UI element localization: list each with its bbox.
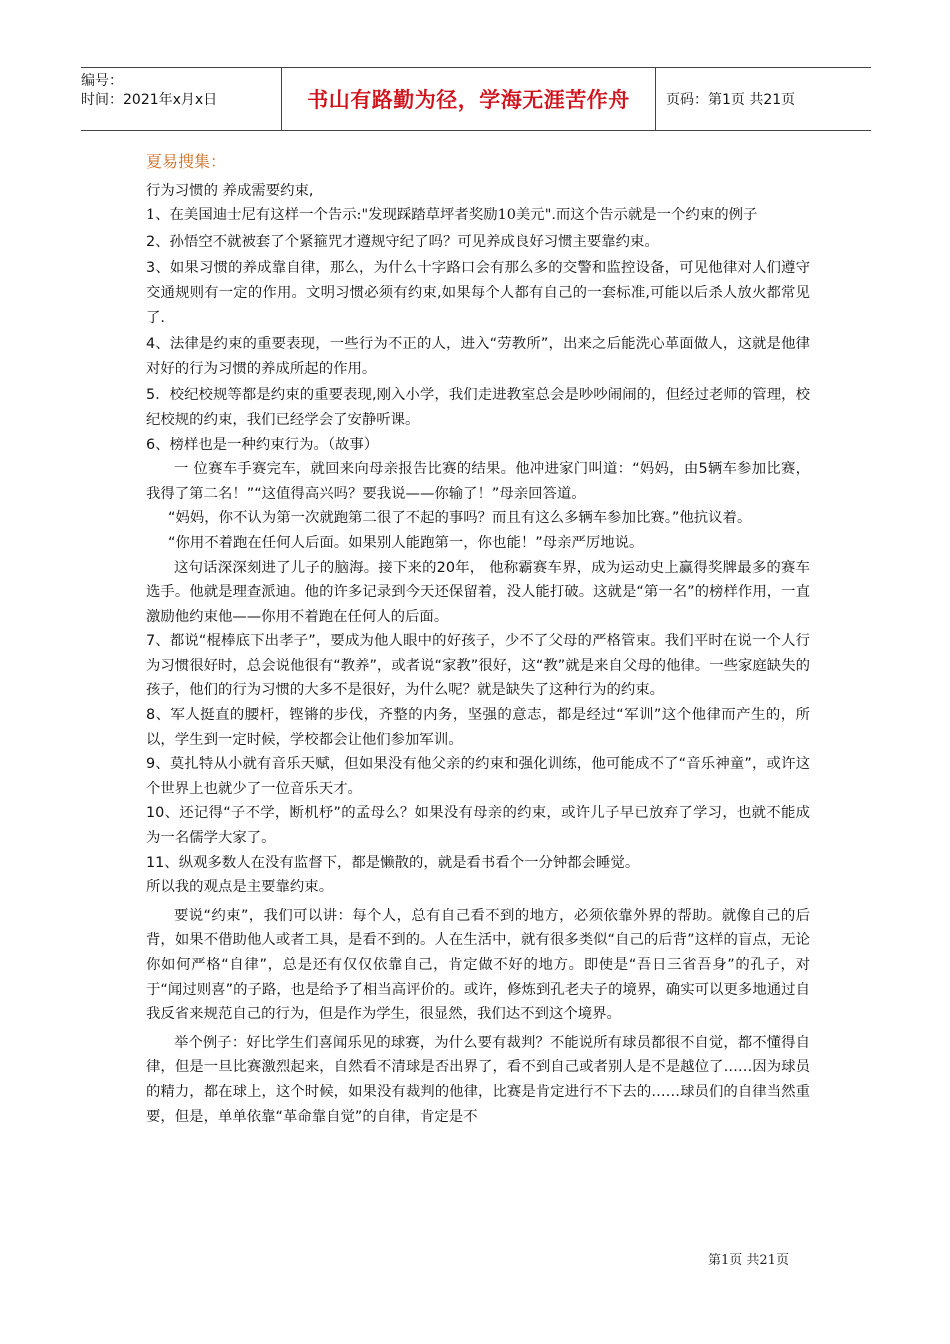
paragraph-point-9: 9、莫扎特从小就有音乐天赋，但如果没有他父亲的约束和强化训练，他可能成不了“音乐神童”，或许这个世界上也就少了一位音乐天才。 [146,756,810,797]
paragraph-point-11: 11、纵观多数人在没有监督下，都是懒散的，就是看书看个一分钟都会睡觉。 [146,854,640,871]
page-header [81,67,871,131]
document-number-label: 编号： [81,73,123,89]
document-date-label: 时间：2021年x月x日 [81,92,218,108]
document-title: 夏易搜集： [146,152,227,171]
paragraph-story-1: 一 位赛车手赛完车，就回来向母亲报告比赛的结果。他冲进家门叫道：“妈妈，由5辆车参加比赛，我得了第二名！”“这值得高兴吗？要我说——你输了！”母亲回答道。 [146,461,810,502]
paragraph-point-10: 10、还记得“子不学，断机杼”的孟母么？如果没有母亲的约束，或许儿子早已放弃了学习，也就不能成为一名儒学大家了。 [146,805,810,847]
paragraph-story-2: “妈妈，你不认为第一次就跑第二很了不起的事吗？而且有这么多辆车参加比赛。”他抗议着。 [168,510,752,527]
header-page-number: 页码：第1页 共21页 [666,92,796,108]
header-meta [81,68,282,130]
paragraph-argument-2: 举个例子：好比学生们喜闻乐见的球赛，为什么要有裁判？不能说所有球员都很不自觉，都不懂得自律，但是一旦比赛激烈起来，自然看不清球是否出界了，看不到自己或者别人是不是越位了……因为球员的精力，都在球上，这个时候，如果没有裁判的他律，比赛是肯定进行不下去的……球员们的自律当然重要，但是，单单依靠“革命靠自觉”的自律，肯定是不 [146,1034,810,1125]
page-footer: 第1页 共21页 [708,1253,789,1268]
paragraph-story-4: 这句话深深刻进了儿子的脑海。接下来的20年， 他称霸赛车界，成为运动史上赢得奖牌最多的赛车选手。他就是理查派迪。他的许多记录到今天还保留着，没人能打破。这就是“第一名”的榜样作用，一直激励他约束他——你用不着跑在任何人的后面。 [146,559,810,625]
paragraph-point-2: 2、孙悟空不就被套了个紧箍咒才遵规守纪了吗？可见养成良好习惯主要靠约束。 [146,233,659,250]
paragraph-point-8: 8、军人挺直的腰杆，铿锵的步伐，齐整的内务，坚强的意志，都是经过“军训”这个他律而产生的，所以，学生到一定时候，学校都会让他们参加军训。 [146,707,810,748]
paragraph-point-3: 3、如果习惯的养成靠自律，那么，为什么十字路口会有那么多的交警和监控设备，可见他律对人们遵守交通规则有一定的作用。文明习惯必须有约束,如果每个人都有自己的一套标准,可能以后杀人放火都常见了. [146,260,810,326]
paragraph-point-1: 1、在美国迪士尼有这样一个告示:"发现踩踏草坪者奖励10美元".而这个告示就是一个约束的例子 [146,207,758,224]
paragraph-point-4: 4、法律是约束的重要表现，一些行为不正的人，进入“劳教所”，出来之后能洗心革面做人，这就是他律对好的行为习惯的养成所起的作用。 [146,336,810,377]
paragraph-point-5: 5．校纪校规等都是约束的重要表现,刚入小学，我们走进教室总会是吵吵闹闹的，但经过老师的管理，校纪校规的约束，我们已经学会了安静听课。 [146,387,810,428]
paragraph-point-7: 7、都说“棍棒底下出孝子”，要成为他人眼中的好孩子，少不了父母的严格管束。我们平时在说一个人行为习惯很好时，总会说他很有“教养”，或者说“家教”很好，这“教”就是来自父母的他律。一些家庭缺失的孩子，他们的行为习惯的大多不是很好，为什么呢？就是缺失了这种行为的约束。 [146,633,810,699]
paragraph-argument-1: 要说“约束”，我们可以讲：每个人，总有自己看不到的地方，必须依靠外界的帮助。就像自己的后背，如果不借助他人或者工具，是看不到的。人在生活中，就有很多类似“自己的后背”这样的盲点，无论你如何严格“自律”，总是还有仅仅依靠自己，肯定做不好的地方。即使是“吾日三省吾身”的孔子，对于“闻过则喜”的子路，也是给予了相当高评价的。或许，修炼到孔老夫子的境界，确实可以更多地通过自我反省来规范自己的行为，但是作为学生，很显然，我们达不到这个境界。 [146,907,810,1023]
paragraph-conclusion: 所以我的观点是主要靠约束。 [146,879,334,896]
paragraph-intro: 行为习惯的 养成需要约束, [146,182,314,199]
paragraph-story-3: “你用不着跑在任何人后面。如果别人能跑第一，你也能！”母亲严厉地说。 [168,534,644,551]
document-body [146,150,810,1129]
header-motto: 书山有路勤为径，学海无涯苦作舟 [282,68,656,130]
paragraph-point-6: 6、榜样也是一种约束行为。（故事） [146,436,379,453]
